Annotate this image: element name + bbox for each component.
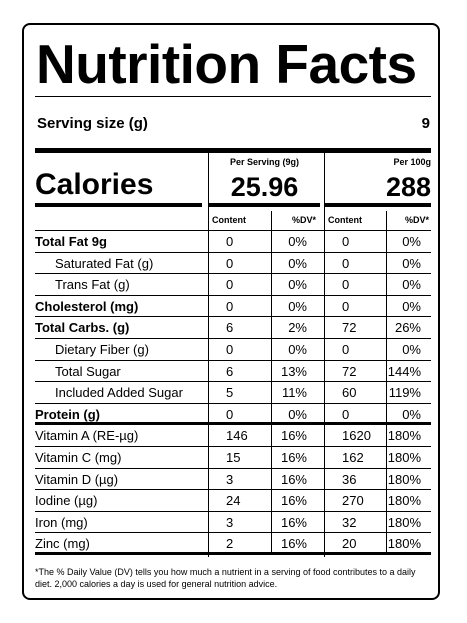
per-serving-content: 24 xyxy=(226,493,241,509)
nutrition-label xyxy=(22,23,440,600)
per-100g-dv: 180% xyxy=(387,471,421,487)
per-serving-dv: 0% xyxy=(288,255,307,271)
table-row xyxy=(35,317,431,339)
nutrient-name: Vitamin C (mg) xyxy=(35,450,122,465)
per-100g-dv: 0% xyxy=(402,342,421,357)
footnote: *The % Daily Value (DV) tells you how much a nutrient in a serving of food contributes to a daily diet. 2,000 calories a day is used for general nutrition advice. xyxy=(35,567,416,589)
cell-separator xyxy=(271,382,272,404)
cell-separator xyxy=(386,490,387,512)
per-100g-dv: 0% xyxy=(402,255,421,271)
per-serving-content: 5 xyxy=(226,385,234,401)
per-serving-content: 0 xyxy=(226,255,234,271)
table-row xyxy=(35,382,431,404)
per-serving-content: 6 xyxy=(226,363,234,379)
per-100g-content: 0 xyxy=(342,406,350,422)
cell-separator xyxy=(386,274,387,296)
nutrient-name: Included Added Sugar xyxy=(55,385,183,401)
cell-separator xyxy=(271,296,272,318)
per-serving-dv: 16% xyxy=(280,450,307,465)
dv-header: %DV* xyxy=(404,215,429,225)
cell-separator xyxy=(386,211,387,231)
cell-separator xyxy=(271,339,272,361)
cell-separator xyxy=(386,469,387,491)
per-serving-content: 15 xyxy=(226,450,241,465)
per-serving-dv: 16% xyxy=(280,471,307,487)
table-row xyxy=(35,425,431,447)
per-100g-content: 0 xyxy=(342,255,350,271)
cell-separator xyxy=(271,231,272,253)
per-100g-content: 72 xyxy=(342,320,357,336)
cell-separator xyxy=(386,361,387,383)
table-row xyxy=(35,253,431,275)
per-serving-dv: 2% xyxy=(288,320,307,336)
table-row xyxy=(35,512,431,534)
per-100g-dv: 119% xyxy=(388,385,421,401)
table-row xyxy=(35,404,431,426)
table-row xyxy=(35,469,431,491)
per-serving-content: 0 xyxy=(226,298,234,314)
per-serving-dv: 11% xyxy=(281,385,307,401)
per-serving-label: Per Serving (9g) xyxy=(229,157,300,167)
cell-separator xyxy=(271,211,272,231)
cell-separator xyxy=(386,512,387,534)
cell-separator xyxy=(271,274,272,296)
per-serving-content: 2 xyxy=(226,536,234,552)
table-row xyxy=(35,361,431,383)
per-100g-dv: 26% xyxy=(394,320,421,336)
per-100g-content: 270 xyxy=(342,493,364,509)
per-serving-content: 0 xyxy=(226,277,234,293)
per-serving-content: 6 xyxy=(226,320,234,336)
nutrient-name: Zinc (mg) xyxy=(35,536,90,552)
per-serving-content: 3 xyxy=(226,514,234,530)
per-serving-content: 0 xyxy=(226,342,234,357)
cell-separator xyxy=(271,317,272,339)
thick-divider xyxy=(35,148,431,153)
calories-underline xyxy=(35,203,202,207)
nutrient-name: Vitamin A (RE-µg) xyxy=(35,428,139,444)
per-100g-dv: 180% xyxy=(387,428,421,444)
calories-label: Calories xyxy=(35,168,154,201)
table-row xyxy=(35,533,431,555)
per-100g-dv: 180% xyxy=(387,493,421,509)
nutrient-name: Vitamin D (µg) xyxy=(35,471,119,487)
content-header: Content xyxy=(212,215,246,225)
cell-separator xyxy=(271,253,272,275)
cell-separator xyxy=(271,425,272,447)
cell-separator xyxy=(386,231,387,253)
table-row xyxy=(35,296,431,318)
cell-separator xyxy=(271,490,272,512)
per-serving-dv: 0% xyxy=(288,277,307,293)
per-100g-content: 0 xyxy=(342,277,350,293)
per-100g-content: 32 xyxy=(342,514,357,530)
per-100g-label: Per 100g xyxy=(393,157,431,167)
per-100g-dv: 0% xyxy=(402,406,421,422)
cell-separator xyxy=(386,447,387,469)
table-row xyxy=(35,339,431,361)
cell-separator xyxy=(386,253,387,275)
divider xyxy=(35,96,431,97)
cell-separator xyxy=(271,512,272,534)
cell-separator xyxy=(386,404,387,424)
nutrient-name: Cholesterol (mg) xyxy=(35,298,139,314)
per-serving-dv: 0% xyxy=(288,298,307,314)
cell-separator xyxy=(271,361,272,383)
per-100g-dv: 0% xyxy=(402,234,421,249)
cell-separator xyxy=(386,317,387,339)
per-100g-dv: 144% xyxy=(387,363,421,379)
per-serving-dv: 0% xyxy=(288,406,307,422)
per-100g-content: 36 xyxy=(342,471,357,487)
nutrient-name: Saturated Fat (g) xyxy=(55,255,154,271)
per-100g-content: 0 xyxy=(342,298,350,314)
cell-separator xyxy=(386,425,387,447)
per-serving-content: 146 xyxy=(226,428,248,444)
per-serving-dv: 16% xyxy=(280,493,307,509)
cell-separator xyxy=(271,469,272,491)
per-100g-content: 60 xyxy=(342,385,357,401)
nutrient-name: Iron (mg) xyxy=(35,514,88,530)
per-serving-dv: 16% xyxy=(280,514,307,530)
per-100g-dv: 180% xyxy=(387,514,421,530)
table-row xyxy=(35,447,431,469)
per-100g-dv: 180% xyxy=(387,536,421,552)
nutrient-name: Trans Fat (g) xyxy=(55,277,130,293)
nutrient-name: Iodine (µg) xyxy=(35,493,98,509)
table-row xyxy=(35,490,431,512)
cell-separator xyxy=(386,296,387,318)
cell-separator xyxy=(271,404,272,424)
table-row xyxy=(35,274,431,296)
per-serving-dv: 0% xyxy=(288,234,307,249)
per-serving-dv: 16% xyxy=(280,428,307,444)
serving-size-value: 9 xyxy=(421,115,430,132)
cell-separator xyxy=(271,447,272,469)
per-100g-content: 20 xyxy=(342,536,357,552)
per-100g-dv: 0% xyxy=(402,277,421,293)
nutrient-name: Protein (g) xyxy=(35,406,100,422)
per-100g-content: 72 xyxy=(342,363,357,379)
nutrient-name: Total Fat 9g xyxy=(35,234,107,249)
per-100g-content: 1620 xyxy=(342,428,371,444)
cell-separator xyxy=(386,382,387,404)
table-row xyxy=(35,231,431,253)
per-serving-dv: 16% xyxy=(280,536,307,552)
per-100g-content: 0 xyxy=(342,234,350,249)
dv-header: %DV* xyxy=(291,215,316,225)
per-serving-dv: 0% xyxy=(288,342,307,357)
calories-per-serving: 25.96 xyxy=(230,172,299,202)
per-100g-content: 162 xyxy=(342,450,364,465)
nutrient-name: Total Sugar xyxy=(55,363,121,379)
cell-separator xyxy=(386,339,387,361)
per-serving-content: 3 xyxy=(226,471,234,487)
per-100g-dv: 180% xyxy=(387,450,421,465)
label-title: Nutrition Facts xyxy=(36,33,417,95)
calories-underline xyxy=(324,203,431,207)
per-100g-content: 0 xyxy=(342,342,350,357)
content-header: Content xyxy=(328,215,362,225)
calories-underline xyxy=(208,203,320,207)
per-serving-content: 0 xyxy=(226,234,234,249)
calories-per-100g: 288 xyxy=(385,172,431,202)
per-serving-dv: 13% xyxy=(280,363,307,379)
per-serving-content: 0 xyxy=(226,406,234,422)
serving-size-label: Serving size (g) xyxy=(37,115,148,132)
cell-separator xyxy=(271,533,272,553)
cell-separator xyxy=(386,533,387,553)
nutrient-name: Total Carbs. (g) xyxy=(35,320,130,336)
per-100g-dv: 0% xyxy=(402,298,421,314)
nutrient-name: Dietary Fiber (g) xyxy=(55,342,149,357)
